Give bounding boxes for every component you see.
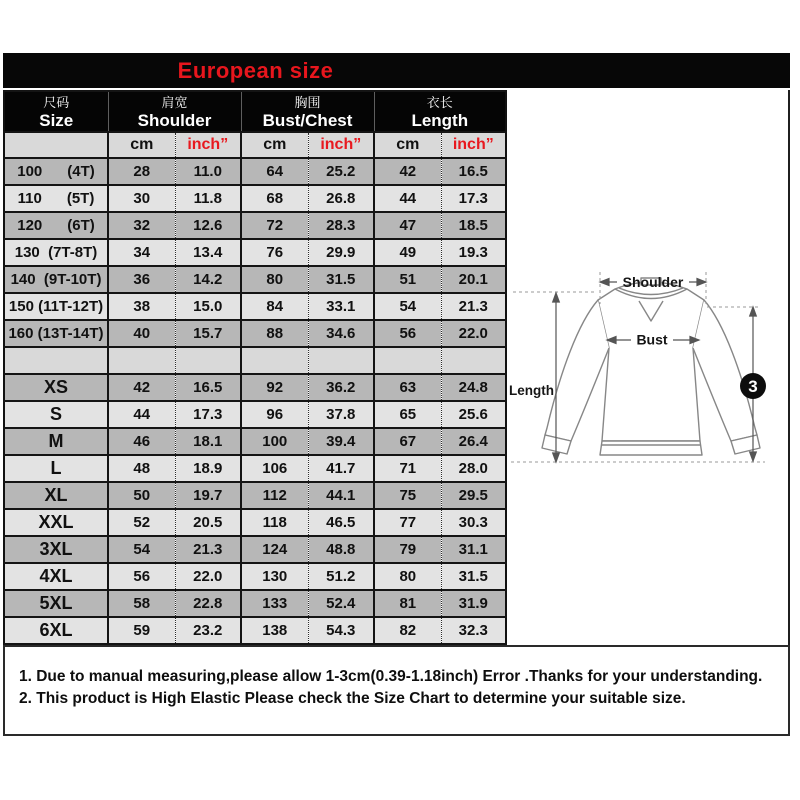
cm-value: 118 xyxy=(241,509,308,536)
table-row xyxy=(4,563,506,590)
cm-value: 50 xyxy=(108,482,175,509)
inch-value: 29.5 xyxy=(441,482,506,509)
cm-value: 88 xyxy=(241,320,308,347)
inch-value: 20.5 xyxy=(175,509,241,536)
cm-value: 67 xyxy=(374,428,441,455)
cm-value: 100 xyxy=(241,428,308,455)
column-header xyxy=(108,91,241,132)
inch-value: 31.5 xyxy=(441,563,506,590)
table-row xyxy=(4,239,506,266)
unit-cm-label: cm xyxy=(108,132,175,158)
unit-inch-label: inch” xyxy=(175,132,241,158)
inch-value: 29.9 xyxy=(308,239,374,266)
inch-value: 39.4 xyxy=(308,428,374,455)
inch-value: 14.2 xyxy=(175,266,241,293)
size-label: 4XL xyxy=(4,563,108,590)
inch-value: 28.0 xyxy=(441,455,506,482)
inch-value: 11.8 xyxy=(175,185,241,212)
length-label: Length xyxy=(509,383,554,398)
inch-value: 36.2 xyxy=(308,374,374,401)
cm-value: 64 xyxy=(241,158,308,185)
cm-value: 65 xyxy=(374,401,441,428)
sweatshirt-outline xyxy=(542,278,760,455)
cm-value: 58 xyxy=(108,590,175,617)
inch-value: 17.3 xyxy=(441,185,506,212)
cm-value: 124 xyxy=(241,536,308,563)
inch-value: 25.2 xyxy=(308,158,374,185)
cm-value: 63 xyxy=(374,374,441,401)
size-label: XS xyxy=(4,374,108,401)
units-row xyxy=(4,132,506,158)
column-header-en: Shoulder xyxy=(137,110,212,130)
inch-value: 46.5 xyxy=(308,509,374,536)
size-label: 110 (5T) xyxy=(4,185,108,212)
cm-value: 56 xyxy=(108,563,175,590)
table-row xyxy=(4,428,506,455)
circle-3-badge xyxy=(740,373,766,399)
spacer-cell xyxy=(175,347,241,374)
content-frame xyxy=(3,53,790,736)
cm-value: 34 xyxy=(108,239,175,266)
inch-value: 12.6 xyxy=(175,212,241,239)
size-label: 3XL xyxy=(4,536,108,563)
note-line-2: 2. This product is High Elastic Please check the Size Chart to determine your suitable size. xyxy=(19,690,686,707)
inch-value: 26.4 xyxy=(441,428,506,455)
cm-value: 49 xyxy=(374,239,441,266)
inch-value: 15.0 xyxy=(175,293,241,320)
size-label: 5XL xyxy=(4,590,108,617)
table-row xyxy=(4,212,506,239)
table-row xyxy=(4,590,506,617)
cm-value: 54 xyxy=(374,293,441,320)
cm-value: 54 xyxy=(108,536,175,563)
inch-value: 18.1 xyxy=(175,428,241,455)
column-header-en: Length xyxy=(411,110,469,130)
unit-cm-label: cm xyxy=(374,132,441,158)
cm-value: 38 xyxy=(108,293,175,320)
cm-value: 72 xyxy=(241,212,308,239)
table-row xyxy=(4,617,506,644)
inch-value: 31.5 xyxy=(308,266,374,293)
inch-value: 22.0 xyxy=(441,320,506,347)
unit-inch-label: inch” xyxy=(441,132,506,158)
cm-value: 36 xyxy=(108,266,175,293)
unit-inch-label: inch” xyxy=(308,132,374,158)
spacer-row xyxy=(4,347,506,374)
cm-value: 48 xyxy=(108,455,175,482)
spacer-cell xyxy=(4,347,108,374)
cm-value: 133 xyxy=(241,590,308,617)
inch-value: 44.1 xyxy=(308,482,374,509)
cm-value: 42 xyxy=(374,158,441,185)
cm-value: 52 xyxy=(108,509,175,536)
cm-value: 81 xyxy=(374,590,441,617)
inch-value: 25.6 xyxy=(441,401,506,428)
spacer-cell xyxy=(108,347,175,374)
size-table-body xyxy=(4,91,506,644)
table-row xyxy=(4,374,506,401)
size-label: XXL xyxy=(4,509,108,536)
inch-value: 13.4 xyxy=(175,239,241,266)
column-header-zh: 胸围 xyxy=(294,94,321,110)
inch-value: 34.6 xyxy=(308,320,374,347)
size-label: 130 (7T-8T) xyxy=(4,239,108,266)
cm-value: 80 xyxy=(374,563,441,590)
body-area xyxy=(3,90,790,645)
cm-value: 56 xyxy=(374,320,441,347)
inch-value: 31.1 xyxy=(441,536,506,563)
inch-value: 15.7 xyxy=(175,320,241,347)
size-label: M xyxy=(4,428,108,455)
inch-value: 52.4 xyxy=(308,590,374,617)
spacer-cell xyxy=(308,347,374,374)
cm-value: 106 xyxy=(241,455,308,482)
inch-value: 19.3 xyxy=(441,239,506,266)
inch-value: 16.5 xyxy=(441,158,506,185)
cm-value: 44 xyxy=(374,185,441,212)
spacer-cell xyxy=(241,347,308,374)
inch-value: 30.3 xyxy=(441,509,506,536)
table-row xyxy=(4,509,506,536)
badge-number: 3 xyxy=(748,377,758,396)
table-row xyxy=(4,401,506,428)
size-label: L xyxy=(4,455,108,482)
table-row xyxy=(4,158,506,185)
table-row xyxy=(4,536,506,563)
inch-value: 16.5 xyxy=(175,374,241,401)
notes-box xyxy=(3,645,790,736)
column-header xyxy=(374,91,506,132)
shoulder-label: Shoulder xyxy=(622,274,684,290)
inch-value: 18.5 xyxy=(441,212,506,239)
cm-value: 71 xyxy=(374,455,441,482)
column-header xyxy=(241,91,374,132)
cm-value: 84 xyxy=(241,293,308,320)
units-empty-cell xyxy=(4,132,108,158)
cm-value: 51 xyxy=(374,266,441,293)
size-table xyxy=(3,90,507,645)
table-row xyxy=(4,293,506,320)
inch-value: 54.3 xyxy=(308,617,374,644)
cm-value: 92 xyxy=(241,374,308,401)
inch-value: 17.3 xyxy=(175,401,241,428)
cm-value: 44 xyxy=(108,401,175,428)
size-label: 120 (6T) xyxy=(4,212,108,239)
cm-value: 68 xyxy=(241,185,308,212)
cm-value: 32 xyxy=(108,212,175,239)
inch-value: 41.7 xyxy=(308,455,374,482)
size-label: 160 (13T-14T) xyxy=(4,320,108,347)
header-row xyxy=(4,91,506,132)
cm-value: 112 xyxy=(241,482,308,509)
inch-value: 32.3 xyxy=(441,617,506,644)
page-title: European size xyxy=(177,57,334,83)
bust-label: Bust xyxy=(636,331,668,348)
inch-value: 21.3 xyxy=(175,536,241,563)
inch-value: 24.8 xyxy=(441,374,506,401)
cm-value: 138 xyxy=(241,617,308,644)
column-header-zh: 衣长 xyxy=(426,94,453,110)
inch-value: 37.8 xyxy=(308,401,374,428)
cm-value: 28 xyxy=(108,158,175,185)
spacer-cell xyxy=(441,347,506,374)
column-header-zh: 肩宽 xyxy=(161,94,188,110)
cm-value: 42 xyxy=(108,374,175,401)
table-row xyxy=(4,455,506,482)
inch-value: 21.3 xyxy=(441,293,506,320)
inch-value: 19.7 xyxy=(175,482,241,509)
size-label: 150 (11T-12T) xyxy=(4,293,108,320)
unit-cm-label: cm xyxy=(241,132,308,158)
column-header xyxy=(4,91,108,132)
cm-value: 40 xyxy=(108,320,175,347)
cm-value: 79 xyxy=(374,536,441,563)
inch-value: 20.1 xyxy=(441,266,506,293)
inch-value: 48.8 xyxy=(308,536,374,563)
inch-value: 51.2 xyxy=(308,563,374,590)
inch-value: 23.2 xyxy=(175,617,241,644)
inch-value: 33.1 xyxy=(308,293,374,320)
inch-value: 18.9 xyxy=(175,455,241,482)
column-header-zh: 尺码 xyxy=(43,94,70,110)
size-label: S xyxy=(4,401,108,428)
size-label: 140 (9T-10T) xyxy=(4,266,108,293)
title-bar xyxy=(3,53,790,88)
table-row xyxy=(4,185,506,212)
table-row xyxy=(4,266,506,293)
size-label: XL xyxy=(4,482,108,509)
cm-value: 30 xyxy=(108,185,175,212)
inch-value: 31.9 xyxy=(441,590,506,617)
sweatshirt-measurement-diagram xyxy=(503,248,793,493)
cm-value: 46 xyxy=(108,428,175,455)
cm-value: 80 xyxy=(241,266,308,293)
size-label: 100 (4T) xyxy=(4,158,108,185)
inch-value: 11.0 xyxy=(175,158,241,185)
cm-value: 76 xyxy=(241,239,308,266)
inch-value: 26.8 xyxy=(308,185,374,212)
note-line-1: 1. Due to manual measuring,please allow 1-3cm(0.39-1.18inch) Error .Thanks for your understanding. xyxy=(19,668,763,685)
cm-value: 47 xyxy=(374,212,441,239)
cm-value: 59 xyxy=(108,617,175,644)
inch-value: 22.8 xyxy=(175,590,241,617)
cm-value: 77 xyxy=(374,509,441,536)
spacer-cell xyxy=(374,347,441,374)
table-row xyxy=(4,320,506,347)
column-header-en: Bust/Chest xyxy=(262,110,353,130)
cm-value: 130 xyxy=(241,563,308,590)
inch-value: 22.0 xyxy=(175,563,241,590)
inch-value: 28.3 xyxy=(308,212,374,239)
cm-value: 96 xyxy=(241,401,308,428)
size-label: 6XL xyxy=(4,617,108,644)
table-row xyxy=(4,482,506,509)
cm-value: 82 xyxy=(374,617,441,644)
cm-value: 75 xyxy=(374,482,441,509)
column-header-en: Size xyxy=(39,110,74,130)
